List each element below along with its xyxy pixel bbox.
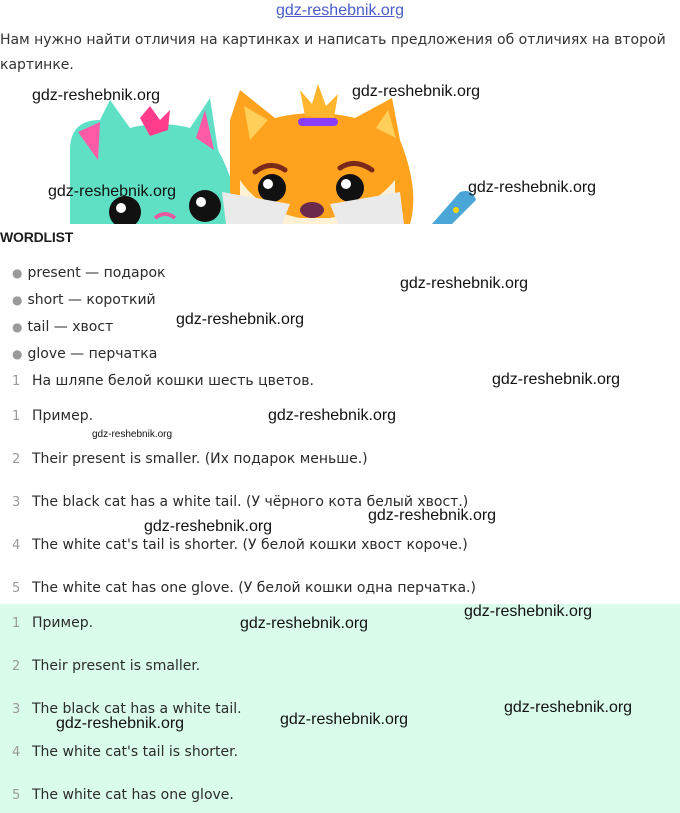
wordlist-item: ● glove — перчатка — [12, 346, 158, 362]
answer-row: 4 The white cat's tail is shorter. (У белой кошки хвост короче.) — [12, 537, 468, 553]
answer-row: 3 The black cat has a white tail. (У чёрного кота белый хвост.) — [12, 494, 469, 510]
watermark: gdz-reshebnik.org — [368, 507, 497, 524]
panel-row: 3 The black cat has a white tail. — [12, 701, 242, 717]
watermark: gdz-reshebnik.org — [144, 518, 273, 535]
watermark: gdz-reshebnik.org — [56, 715, 185, 732]
watermark: gdz-reshebnik.org — [48, 183, 177, 200]
watermark: gdz-reshebnik.org — [32, 87, 161, 104]
task-intro: Нам нужно найти отличия на картинках и написать предложения об отличиях на второй картинке. — [0, 32, 666, 73]
watermark: gdz-reshebnik.org — [464, 603, 593, 620]
panel-row: 4 The white cat's tail is shorter. — [12, 744, 239, 760]
answer-row: 1 На шляпе белой кошки шесть цветов. — [12, 373, 314, 389]
panel-row: 1 Пример. — [12, 615, 94, 631]
fox-icon — [222, 84, 413, 224]
bullet-icon: ● — [12, 347, 23, 361]
watermark: gdz-reshebnik.org — [176, 311, 305, 328]
watermark: gdz-reshebnik.org — [92, 429, 173, 440]
watermark: gdz-reshebnik.org — [352, 83, 481, 100]
wordlist-item: ● tail — хвост — [12, 319, 114, 335]
bullet-icon: ● — [12, 266, 23, 280]
watermark: gdz-reshebnik.org — [280, 711, 409, 728]
watermark: gdz-reshebnik.org — [468, 179, 597, 196]
bullet-icon: ● — [12, 320, 23, 334]
answer-row: 2 Their present is smaller. (Их подарок меньше.) — [12, 451, 368, 467]
wordlist-item: ● present — подарок — [12, 265, 166, 281]
panel-row: 2 Their present is smaller. — [12, 658, 201, 674]
watermark: gdz-reshebnik.org — [268, 407, 397, 424]
wordlist-item: ● short — короткий — [12, 292, 156, 308]
bullet-icon: ● — [12, 293, 23, 307]
panel-row: 5 The white cat has one glove. — [12, 787, 234, 803]
answer-row: 1 Пример. — [12, 408, 94, 424]
answer-row: 5 The white cat has one glove. (У белой кошки одна перчатка.) — [12, 580, 476, 596]
watermark: gdz-reshebnik.org — [504, 699, 633, 716]
site-header-link[interactable]: gdz-reshebnik.org — [275, 2, 405, 19]
watermark: gdz-reshebnik.org — [240, 615, 369, 632]
teal-cat-icon — [70, 98, 236, 224]
watermark: gdz-reshebnik.org — [400, 275, 529, 292]
wordlist-heading: WORDLIST — [0, 229, 74, 245]
watermark: gdz-reshebnik.org — [492, 371, 621, 388]
